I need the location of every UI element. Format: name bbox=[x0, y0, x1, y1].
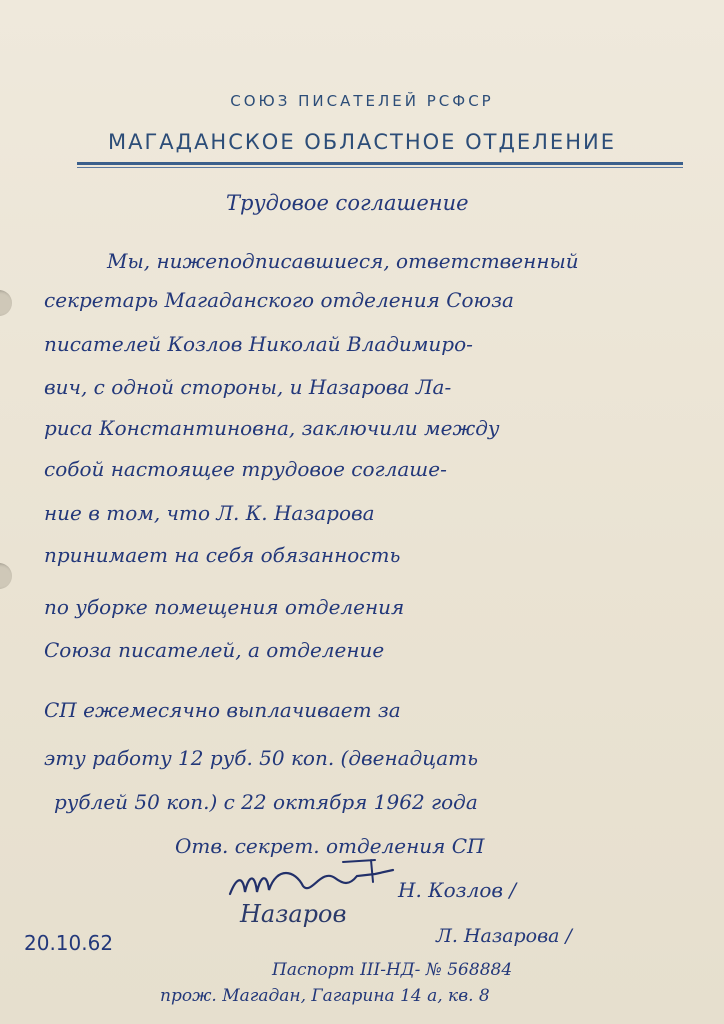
body-line-4: вич, с одной стороны, и Назарова Ла- bbox=[44, 375, 452, 399]
nazarova-signature-name: Л. Назарова / bbox=[436, 925, 572, 947]
document-title: Трудовое соглашение bbox=[226, 191, 469, 215]
address-line: прож. Магадан, Гагарина 14 а, кв. 8 bbox=[160, 986, 490, 1006]
body-line-2: секретарь Магаданского отделения Союза bbox=[44, 288, 514, 312]
punch-hole-lower bbox=[0, 563, 12, 589]
letterhead-organization: СОЮЗ ПИСАТЕЛЕЙ РСФСР bbox=[230, 92, 494, 110]
body-line-3: писателей Козлов Николай Владимиро- bbox=[44, 332, 473, 356]
signature-caption: Отв. секрет. отделения СП bbox=[175, 834, 485, 858]
body-line-10: Союза писателей, а отделение bbox=[44, 638, 385, 662]
body-line-11: СП ежемесячно выплачивает за bbox=[44, 698, 401, 722]
body-line-7: ние в том, что Л. К. Назарова bbox=[44, 501, 375, 525]
letterhead-department: МАГАДАНСКОЕ ОБЛАСТНОЕ ОТДЕЛЕНИЕ bbox=[108, 130, 616, 154]
letterhead-rule-thin bbox=[77, 167, 683, 168]
kozlov-signature-scrawl bbox=[225, 856, 410, 906]
body-line-13: рублей 50 коп.) с 22 октября 1962 года bbox=[54, 790, 478, 814]
document-date: 20.10.62 bbox=[24, 931, 114, 955]
letterhead-rule bbox=[77, 162, 683, 165]
body-line-12: эту работу 12 руб. 50 коп. (двенадцать bbox=[44, 746, 479, 770]
body-line-5: риса Константиновна, заключили между bbox=[44, 416, 500, 440]
passport-line: Паспорт III-НД- № 568884 bbox=[272, 960, 513, 980]
nazarova-handwritten-signature: Назаров bbox=[240, 900, 347, 928]
body-line-1: Мы, нижеподписавшиеся, ответственный bbox=[107, 249, 579, 273]
punch-hole-upper bbox=[0, 290, 12, 316]
body-line-6: собой настоящее трудовое соглаше- bbox=[44, 457, 447, 481]
kozlov-signature-name: Н. Козлов / bbox=[398, 878, 517, 902]
body-line-8: принимает на себя обязанность bbox=[44, 543, 401, 567]
body-line-9: по уборке помещения отделения bbox=[44, 595, 405, 619]
